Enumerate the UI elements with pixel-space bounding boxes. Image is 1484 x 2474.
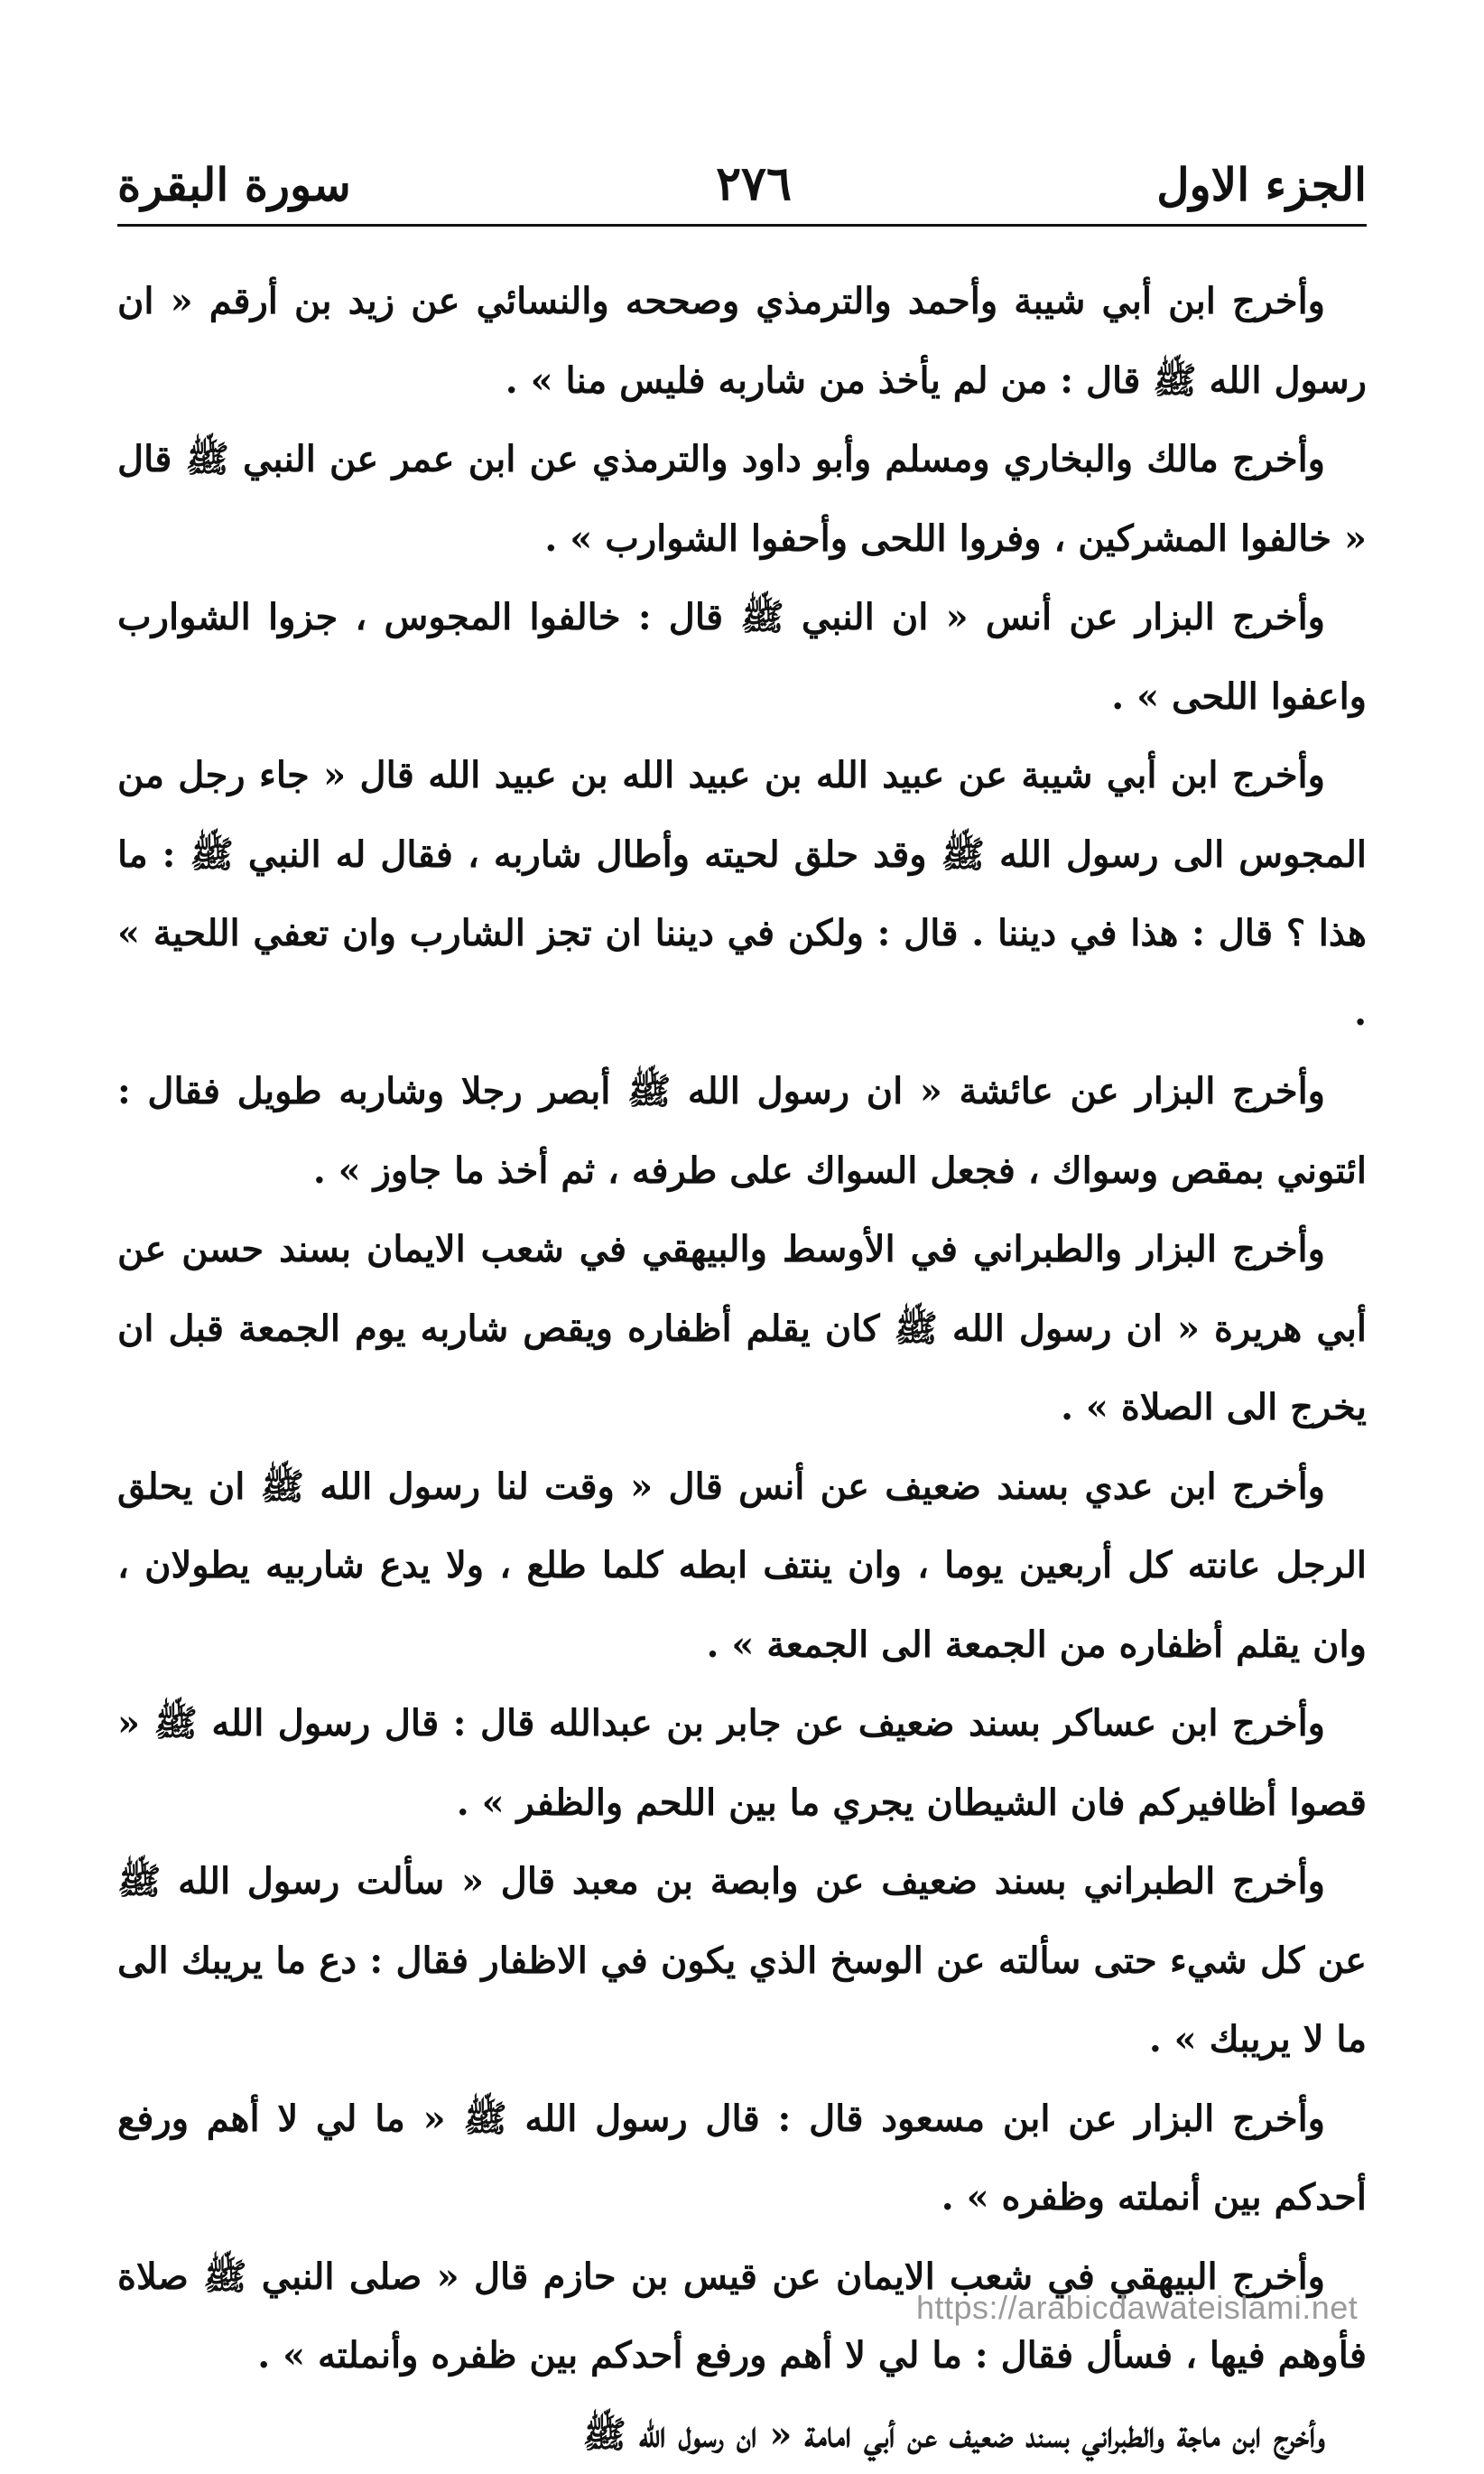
body-text	[117, 262, 1367, 2474]
surah-title: سورة البقرة	[117, 163, 351, 208]
paragraph: وأخرج البزار عن ابن مسعود قال : قال رسول الله ﷺ « ما لي لا أهم ورفع أحدكم بين أنملته وظفره » .	[117, 2079, 1367, 2237]
paragraph: وأخرج ابن عدي بسند ضعيف عن أنس قال « وقت لنا رسول الله ﷺ ان يحلق الرجل عانته كل أربعين يوما ، وان ينتف ابطه كلما طلع ، ولا يدع شاربيه يطولان ، وان يقلم أظفاره من الجمعة الى الجمعة » .	[117, 1447, 1367, 1685]
part-title: الجزء الاول	[1156, 163, 1367, 208]
header-rule	[117, 224, 1367, 227]
paragraph: وأخرج البزار عن أنس « ان النبي ﷺ قال : خالفوا المجوس ، جزوا الشوارب واعفوا اللحى » .	[117, 578, 1367, 736]
paragraph: وأخرج الطبراني بسند ضعيف عن وابصة بن معبد قال « سألت رسول الله ﷺ عن كل شيء حتى سألته عن الوسخ الذي يكون في الاظفار فقال : دع ما يريبك الى ما لا يريبك » .	[117, 1842, 1367, 2079]
paragraph: وأخرج ابن عساكر بسند ضعيف عن جابر بن عبدالله قال : قال رسول الله ﷺ « قصوا أظافيركم فان الشيطان يجري ما بين اللحم والظفر » .	[117, 1684, 1367, 1842]
paragraph: وأخرج البزار عن عائشة « ان رسول الله ﷺ أبصر رجلا وشاربه طويل فقال : ائتوني بمقص وسواك ، فجعل السواك على طرفه ، ثم أخذ ما جاوز » .	[117, 1052, 1367, 1210]
paragraph: وأخرج ابن ماجة والطبراني بسند ضعيف عن أبي امامة « ان رسول الله ﷺ	[117, 2395, 1367, 2474]
watermark-url: https://arabicdawateislami.net	[916, 2289, 1422, 2327]
page-header	[117, 135, 1367, 208]
paragraph: وأخرج ابن أبي شيبة عن عبيد الله بن عبيد الله بن عبيد الله قال « جاء رجل من المجوس الى رسول الله ﷺ وقد حلق لحيته وأطال شاربه ، فقال له النبي ﷺ : ما هذا ؟ قال : هذا في ديننا . قال : ولكن في ديننا ان تجز الشارب وان تعفي اللحية » .	[117, 736, 1367, 1052]
paragraph: وأخرج مالك والبخاري ومسلم وأبو داود والترمذي عن ابن عمر عن النبي ﷺ قال « خالفوا المشركين ، وفروا اللحى وأحفوا الشوارب » .	[117, 420, 1367, 578]
paragraph: وأخرج البزار والطبراني في الأوسط والبيهقي في شعب الايمان بسند حسن عن أبي هريرة « ان رسول الله ﷺ كان يقلم أظفاره ويقص شاربه يوم الجمعة قبل ان يخرج الى الصلاة » .	[117, 1210, 1367, 1447]
paragraph: وأخرج ابن أبي شيبة وأحمد والترمذي وصححه والنسائي عن زيد بن أرقم « ان رسول الله ﷺ قال : من لم يأخذ من شاربه فليس منا » .	[117, 262, 1367, 420]
paragraph: وأخرج البيهقي في شعب الايمان عن قيس بن حازم قال « صلى النبي ﷺ صلاة فأوهم فيها ، فسأل فقال : ما لي لا أهم ورفع أحدكم بين ظفره وأنملته » .	[117, 2237, 1367, 2395]
page-number: ٢٧٦	[716, 161, 792, 208]
